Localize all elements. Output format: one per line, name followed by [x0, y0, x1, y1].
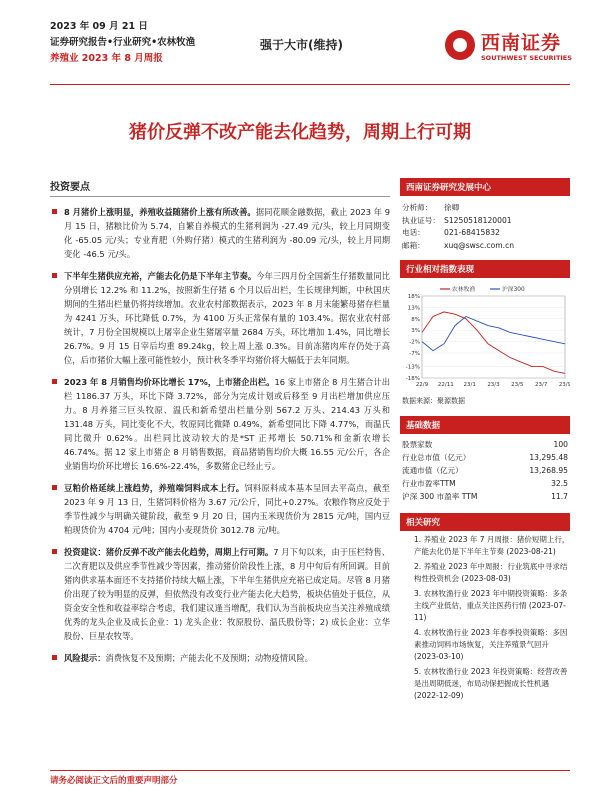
logo-en: SOUTHWEST SECURITIES — [481, 54, 572, 62]
chart-source: 数据来源：聚源数据 — [402, 397, 465, 405]
analyst-line: 邮箱： xuq@swsc.com.cn — [402, 240, 515, 250]
x-tick-label: 22/11 — [437, 382, 454, 388]
basic-data-table — [400, 438, 570, 503]
report-category: 证券研究报告•行业研究•农林牧渔 — [50, 37, 196, 48]
key-point-text: 饲料原料成本基本呈回去平高点，截至 2023 年 9 月 13 日，生猪饲料价格为 3.67 元/公斤，同比+0.27%。农粮作物应反处于季节性减少与明确关键阶段，截至 9 月 20 日，国内玉米现货价为 2815 元/吨，国内豆粕现货价为 4704 元/吨；国内小麦现货价 3012.78 元/吨。 — [64, 483, 390, 535]
table-row: 行业市盈率TTM 32.5 — [402, 478, 568, 488]
y-tick-label: -13% — [405, 364, 420, 371]
basic-data-heading: 基础数据 — [400, 416, 570, 434]
analyst-heading: 西南证券研究发展中心 — [400, 178, 570, 196]
y-tick-label: 18% — [407, 294, 420, 300]
x-tick-label: 22/9 — [415, 382, 429, 388]
table-row: 行业总市值（亿元） 13,295.48 — [402, 452, 568, 462]
related-item[interactable]: 4. 农林牧渔行业 2023 年春季投资策略：多因素推动饲料市场恢复，关注养殖景气回升 (2023-03-10) — [414, 628, 568, 661]
key-point-text: 消费恢复不及预期；产能去化不及预期；动物疫情风险。 — [105, 653, 313, 663]
key-point-lead: 下半年生猪供应充裕，产能去化仍是下半年主节奏。 — [64, 271, 257, 281]
x-tick-label: 23/1 — [463, 382, 476, 388]
related-item[interactable]: 2. 养殖业 2023 年中周报：行业筑底中寻求结构性投资机会 (2023-08-03) — [414, 562, 568, 583]
logo-cn: 西南证券 — [481, 32, 562, 54]
logo — [445, 26, 575, 76]
key-point — [50, 205, 390, 261]
analyst-info — [400, 196, 570, 252]
y-tick-label: 8% — [411, 316, 420, 323]
table-row: 股票家数 100 — [402, 439, 568, 449]
related-item[interactable]: 5. 农林牧渔行业 2023 年投资策略：经营改善是出周期低迷，布局动保把握成长性机遇 (2022-12-09) — [414, 667, 568, 700]
analyst-line: 电话： 021-68415832 — [402, 228, 500, 237]
key-point-lead: 投资建议：猪价反弹不改产能去化趋势，周期上行可期。 — [64, 547, 274, 557]
rating: 强于大市(维持) — [260, 38, 343, 52]
chart-heading: 行业相对指数表现 — [400, 260, 570, 278]
related-heading: 相关研究 — [400, 513, 570, 531]
footer-divider — [50, 770, 570, 771]
analyst-line: 执业证号： S1250518120001 — [402, 215, 512, 225]
bullet-icon — [52, 485, 57, 490]
bullet-icon — [52, 209, 57, 214]
report-header — [50, 14, 570, 84]
key-point — [50, 269, 390, 367]
key-point — [50, 651, 390, 665]
y-tick-label: -2% — [409, 339, 420, 346]
key-point-lead: 2023 年 8 月销售均价环比增长 17%，上市猪企出栏。 — [64, 377, 275, 387]
bullet-icon — [52, 549, 57, 554]
footer-disclaimer: 请务必阅读正文后的重要声明部分 — [50, 776, 178, 786]
header-divider — [50, 84, 570, 85]
y-tick-label: 13% — [407, 305, 420, 312]
y-tick-label: 3% — [411, 328, 420, 335]
chart-frame — [422, 296, 565, 378]
table-row: 流通市值（亿元） 13,268.95 — [402, 465, 568, 475]
series-line — [422, 312, 565, 374]
x-tick-label: 23/9 — [558, 382, 570, 388]
bullet-icon — [52, 379, 57, 384]
page-title: 猪价反弹不改产能去化趋势，周期上行可期 — [129, 122, 471, 143]
y-tick-label: -7% — [409, 350, 420, 357]
key-point-text: 今年三四月份全国新生仔猪数量同比分别增长 12.2% 和 11.2%，按照新生仔猪 6 个月以后出栏，生长规律判断，中秋国庆期间的生猪出栏量仍将持续增加。农业农村部数据表示，2023 年 8 月末能繁母猪存栏量为 4241 万头，环比降低 0.7%，为 4100 万头正常保有量的 103.4%。据农业农村部统计，7 月份全国规模以上屠宰企业生猪屠宰量 2684 万头，环比增加 1.4%，同比增长 26.7%。9 月 15 日宰后均重 89.24kg，较上周上涨 0.3%。目前冻猪肉库存仍处于高位，后市猪价大幅上涨可能性较小，预计秋冬季平均猪价将大幅低于去年同期。 — [64, 271, 390, 365]
report-subtitle: 养殖业 2023 年 8 月周报 — [50, 53, 163, 64]
related-list — [400, 534, 570, 702]
related-item[interactable]: 1. 养殖业 2023 年 7 月周报：猪价短期上行，产能去化仍是下半年主节奏 (2023-08-21) — [414, 535, 570, 556]
x-tick-label: 23/5 — [511, 382, 524, 388]
bullet-icon — [52, 655, 57, 660]
key-point-lead: 豆粕价格延续上涨趋势，养殖端饲料成本上行。 — [64, 483, 245, 493]
key-point-text: 7 月下旬以来，由于压栏特售、二次育肥以及供应季节性减少等因素，推动猪价阶段性上涨，8 月中旬后有所回调。目前猪肉供求基本面还不支持猪价持续大幅上涨，下半年生猪供应充裕已成定局。尽管 8 月猪价出现了较为明显的反弹，但依然没有改变行业产能去化大趋势，板块估值处于低位，从资金安全性和收益率综合考虑，我们建议逢当增配，我们认为当前板块应当关注养殖成绩优秀的龙头企业及成长企业：1) 龙头企业：牧原股份、温氏股份等；2) 成长企业：立华股份、巨星农牧等。 — [64, 547, 390, 641]
report-date: 2023 年 09 月 21 日 — [50, 21, 148, 32]
x-tick-label: 23/3 — [487, 382, 500, 388]
table-row: 沪深 300 市盈率 TTM 11.7 — [402, 491, 568, 501]
bullet-icon — [52, 273, 57, 278]
legend-label: 农林牧渔 — [452, 287, 476, 293]
key-point-text: 16 家上市猪企 8 月生猪合计出栏 1186.37 万头，环比下降 3.72%，部分为完成计划或后移至 9 月出栏增加供应压力。8 月养猪三巨头牧原、温氏和新希望出栏量分别 567.2 万头、214.43 万头和 131.48 万头，同比变化不大，牧原同比微降 0.49%，新希望同比下降 4.77%，而温氏同比微升 0.62%。出栏同比波动较大的是*ST 正邦增长 50.71%和金新农增长 46.74%。据 12 家上市猪企 8 月销售数据，商品猪销售均价大概 16.55 元/公斤，各企业销售均价环比增长 16.6%-22.4%，多数猪企已经止亏。 — [64, 377, 391, 471]
relative-index-chart — [400, 282, 570, 394]
key-point-lead: 8 月猪价上涨明显，养殖收益随猪价上涨有所改善。 — [64, 207, 256, 217]
x-tick-label: 23/7 — [534, 382, 548, 388]
key-point — [50, 481, 390, 537]
analyst-line: 分析师： 徐卿 — [402, 203, 460, 212]
right-sidebar — [400, 178, 570, 702]
legend-label: 沪深300 — [502, 287, 525, 293]
logo-icon — [445, 30, 475, 60]
section-heading: 投资要点 — [50, 178, 390, 197]
related-item[interactable]: 3. 农林牧渔行业 2023 年中期投资策略：多条主线产业低估，重点关注医药行情 (2023-07-11) — [414, 589, 568, 622]
key-point-lead: 风险提示： — [64, 653, 106, 663]
key-point — [50, 545, 390, 643]
series-line — [422, 317, 565, 351]
key-point — [50, 375, 390, 473]
chart-svg — [400, 282, 570, 394]
y-tick-label: -18% — [405, 376, 420, 382]
key-point-text: 据同花顺金融数据，截止 2023 年 9 月 15 日，猪粮比价为 5.74，自繁自养模式的生猪利润为 -27.49 元/头，较上月同期变化 -65.05 元/头；专业育肥（外购仔猪）模式的生猪利润为 -80.09 元/头，较上月同期变化 -46.5 元/头。 — [64, 207, 390, 259]
left-column — [50, 178, 390, 673]
